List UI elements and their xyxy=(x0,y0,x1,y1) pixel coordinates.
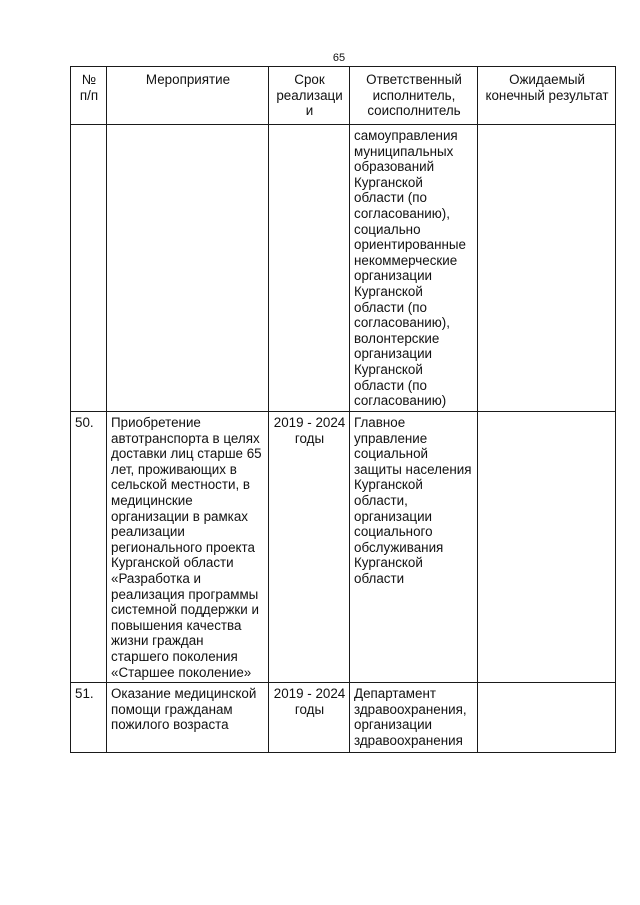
row-event: Приобретение автотранспорта в целях доставки лиц старше 65 лет, проживающих в сельской местности, в медицинские организации в рамках реализации регионального проекта Курганской области «Разработка и реализация программы системной поддержки и повышения качества жизни граждан старшего поколения «Старшее поколение» xyxy=(107,412,269,683)
row-period xyxy=(269,125,350,412)
row-num xyxy=(71,125,107,412)
table-row-51 xyxy=(71,683,616,753)
table-row-50 xyxy=(71,412,616,683)
row-event: Оказание медицинской помощи гражданам пожилого возраста xyxy=(107,683,269,753)
row-period: 2019 - 2024 годы xyxy=(269,683,350,753)
header-result: Ожидаемый конечный результат xyxy=(478,67,616,125)
row-responsible: самоуправления муниципальных образований Курганской области (по согласованию), социально ориентированные некоммерческие организации Курганской области (по согласованию), волонтерские организации Курганской области (по согласованию) xyxy=(350,125,478,412)
row-period: 2019 - 2024 годы xyxy=(269,412,350,683)
page-number: 65 xyxy=(332,52,346,64)
header-responsible: Ответственный исполнитель, соисполнитель xyxy=(350,67,478,125)
header-event: Мероприятие xyxy=(107,67,269,125)
row-result xyxy=(478,683,616,753)
table-row-continuation xyxy=(71,125,616,412)
header-num: № п/п xyxy=(71,67,107,125)
row-num: 50. xyxy=(71,412,107,683)
row-event xyxy=(107,125,269,412)
header-period: Срок реализации xyxy=(269,67,350,125)
row-result xyxy=(478,125,616,412)
table-header-row xyxy=(71,67,616,125)
row-responsible: Департамент здравоохранения, организации здравоохранения xyxy=(350,683,478,753)
activities-table xyxy=(70,66,616,753)
row-num: 51. xyxy=(71,683,107,753)
row-result xyxy=(478,412,616,683)
row-responsible: Главное управление социальной защиты населения Курганской области, организации социального обслуживания Курганской области xyxy=(350,412,478,683)
